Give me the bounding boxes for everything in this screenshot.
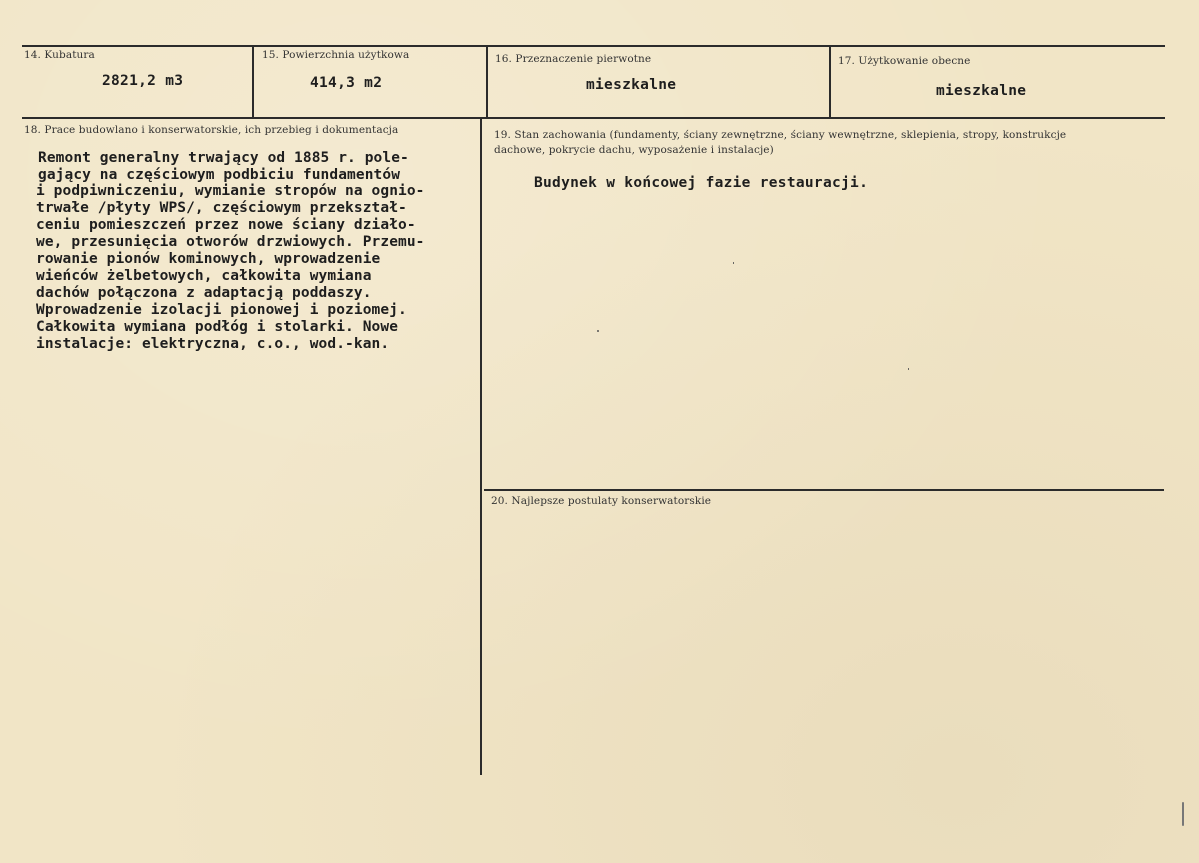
field-18-line: wieńców żelbetowych, całkowita wymiana bbox=[36, 268, 372, 284]
field-18-line: Wprowadzenie izolacji pionowej i poziomej. bbox=[36, 302, 407, 318]
field-18-line: rowanie pionów kominowych, wprowadzenie bbox=[36, 251, 381, 267]
paper-speck bbox=[1182, 802, 1184, 826]
paper-speck bbox=[908, 368, 909, 370]
section-20-rule bbox=[484, 489, 1164, 491]
field-15-value: 414,3 m2 bbox=[310, 75, 383, 91]
row-divider-rule bbox=[22, 117, 1165, 119]
field-19-value: Budynek w końcowej fazie restauracji. bbox=[534, 175, 869, 191]
field-17-label: 17. Użytkowanie obecne bbox=[838, 55, 971, 67]
field-18-line: Remont generalny trwający od 1885 r. pole- bbox=[38, 150, 409, 166]
field-18-line: Całkowita wymiana podłóg i stolarki. Nowe bbox=[36, 319, 399, 335]
field-15-label: 15. Powierzchnia użytkowa bbox=[262, 49, 410, 61]
field-18-line: we, przesunięcia otworów drzwiowych. Przemu- bbox=[36, 234, 425, 250]
field-18-label: 18. Prace budowlano i konserwatorskie, ich przebieg i dokumentacja bbox=[24, 124, 399, 136]
field-14-label: 14. Kubatura bbox=[24, 49, 95, 61]
field-14-value: 2821,2 m3 bbox=[102, 73, 184, 89]
field-18-line: instalacje: elektryczna, c.o., wod.-kan. bbox=[36, 336, 390, 352]
divider-16-17 bbox=[829, 45, 831, 118]
divider-18-19 bbox=[480, 118, 482, 775]
field-18-line: ceniu pomieszczeń przez nowe ściany działo- bbox=[36, 217, 416, 233]
paper-speck bbox=[597, 330, 599, 332]
field-18-line: trwałe /płyty WPS/, częściowym przekształ- bbox=[36, 200, 407, 216]
divider-14-15 bbox=[252, 45, 254, 118]
field-17-value: mieszkalne bbox=[936, 83, 1027, 99]
field-18-line: gający na częściowym podbiciu fundamentów bbox=[38, 167, 401, 183]
field-19-label: 19. Stan zachowania (fundamenty, ściany zewnętrzne, ściany wewnętrzne, sklepienia, stropy, konstrukcje dachowe, pokrycie dachu, wyposażenie i instalacje) bbox=[494, 129, 1067, 156]
top-rule bbox=[22, 45, 1165, 47]
field-18-line: dachów połączona z adaptacją poddaszy. bbox=[36, 285, 372, 301]
field-16-label: 16. Przeznaczenie pierwotne bbox=[495, 53, 652, 65]
field-16-value: mieszkalne bbox=[586, 77, 677, 93]
paper-speck bbox=[733, 262, 734, 264]
field-18-line: i podpiwniczeniu, wymianie stropów na ognio- bbox=[36, 183, 425, 199]
divider-15-16 bbox=[486, 45, 488, 118]
field-20-label: 20. Najlepsze postulaty konserwatorskie bbox=[491, 495, 712, 507]
